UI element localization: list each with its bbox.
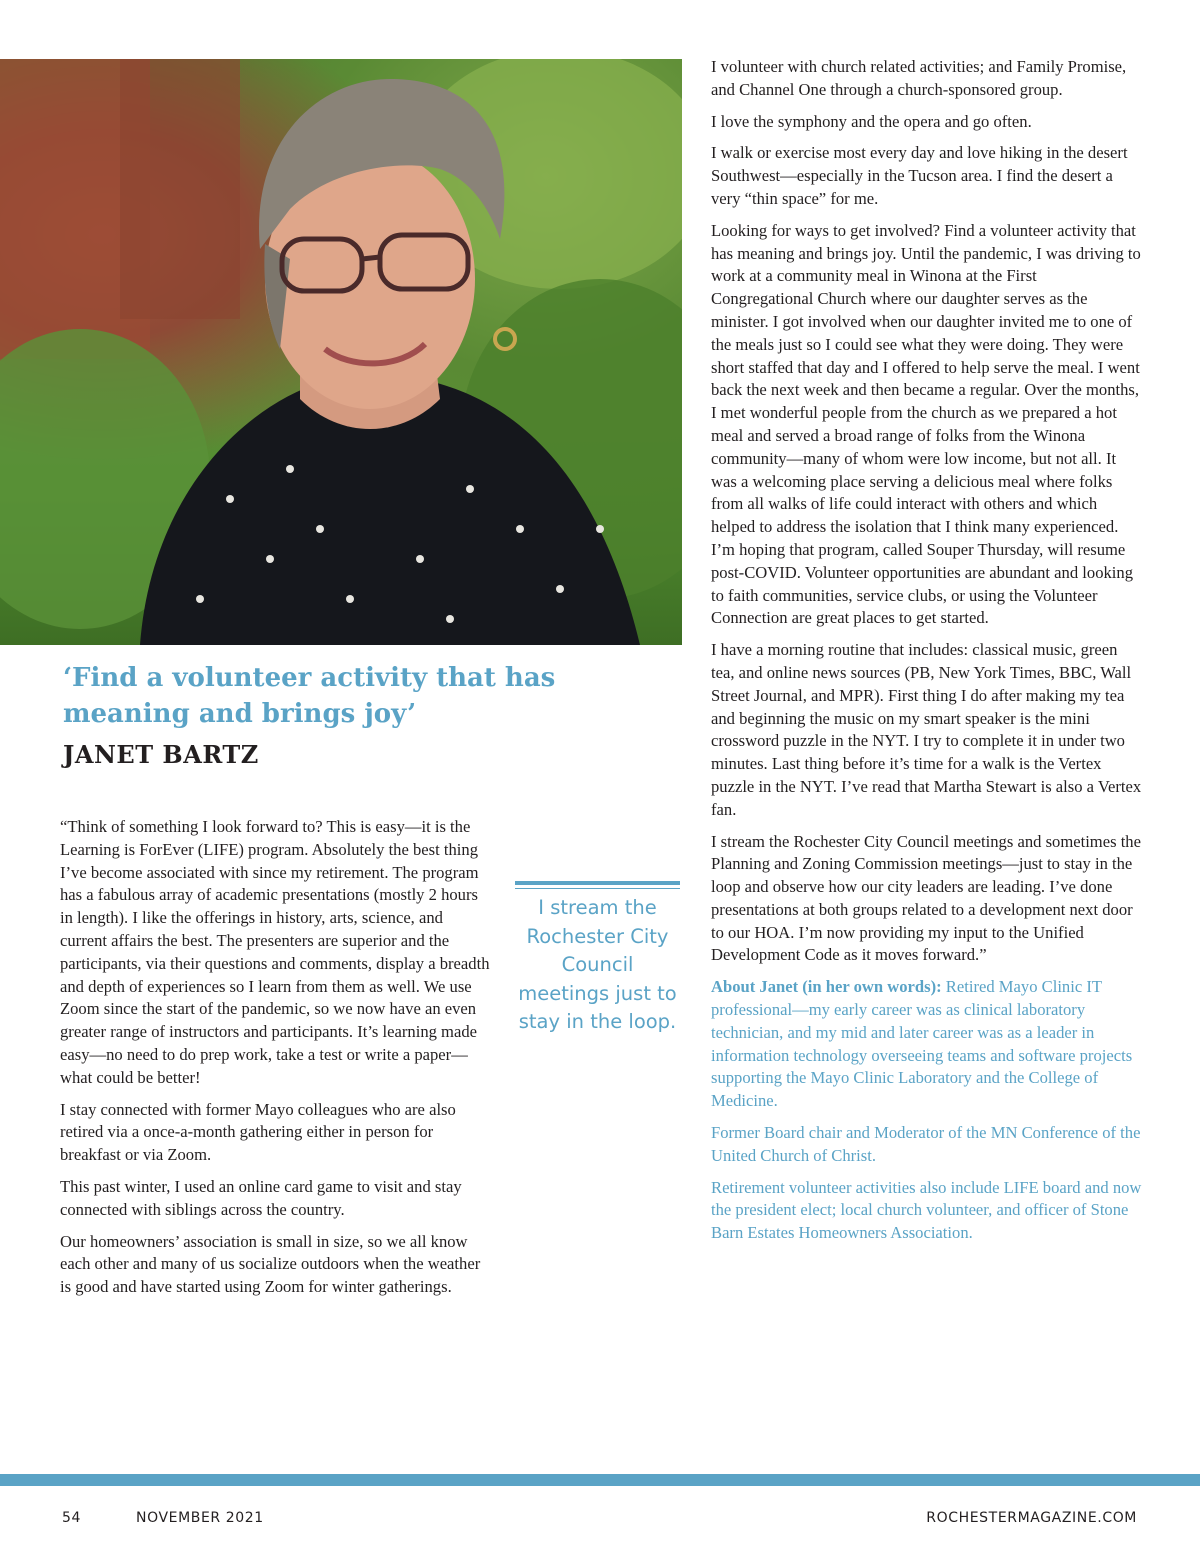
about-paragraph-3: Retirement volunteer activities also include LIFE board and now the president elect; local church volunteer, and officer of Stone Barn Estates Homeowners Association. <box>711 1177 1142 1243</box>
portrait-photo <box>0 59 682 645</box>
body-paragraph: I have a morning routine that includes: classical music, green tea, and online news sources (PB, New York Times, BBC, Wall Street Journal, and MPR). First thing I do after making my tea and beginning the music on my smart speaker is the mini crossword puzzle in the NYT. I try to complete it in under two minutes. Last thing before it’s time for a walk is the Vertex puzzle in the NYT. I’ve read that Martha Stewart is also a Vertex fan. <box>711 640 1142 819</box>
left-column <box>60 816 492 1308</box>
right-column <box>711 56 1143 1254</box>
about-intro: Retired Mayo Clinic IT professional—my early career was as clinical laboratory technician, and my mid and later career was as a leader in information technology overseeing teams and software projects supporting the Mayo Clinic Laboratory and the College of Medicine. <box>711 977 1133 1111</box>
body-paragraph: This past winter, I used an online card game to visit and stay connected with siblings across the country. <box>60 1176 462 1219</box>
footer-bar <box>0 1474 1200 1486</box>
profile-name: JANET BARTZ <box>63 740 259 769</box>
pull-quote-rule <box>515 881 680 885</box>
body-paragraph: I love the symphony and the opera and go often. <box>711 111 1032 131</box>
body-paragraph: Our homeowners’ association is small in size, so we all know each other and many of us socialize outdoors when the weather is good and have started using Zoom for winter gatherings. <box>60 1231 481 1297</box>
pull-quote-rule-thin <box>515 888 680 889</box>
body-paragraph: Looking for ways to get involved? Find a volunteer activity that has meaning and brings joy. Until the pandemic, I was driving to work at a community meal in Winona at the First Congregational Church where our daughter serves as the minister. I got involved when our daughter invited me to one of the meals just so I could see what they were doing. They were short staffed that day and I offered to help serve the meal. I went back the next week and then became a regular. Over the months, I met wonderful people from the church as we prepared a hot meal and served a broad range of folks from the Winona community—many of whom were low income, but not all. It was a welcoming place serving a delicious meal where folks from all walks of life could interact with others and which helped to address the isolation that I think many experienced. I’m hoping that program, called Souper Thursday, will resume post-COVID. Volunteer opportunities are abundant and looking to faith communities, service clubs, or using the Volunteer Connection are great places to get started. <box>711 220 1141 628</box>
article-headline: ‘Find a volunteer activity that has meaning and brings joy’ <box>63 663 556 729</box>
issue-date: NOVEMBER 2021 <box>136 1510 264 1526</box>
pull-quote: I stream the Rochester City Council meetings just to stay in the loop. <box>518 896 677 1034</box>
about-paragraph <box>711 976 1143 1113</box>
about-label: About Janet (in her own words): <box>711 977 942 997</box>
body-paragraph: I stay connected with former Mayo colleagues who are also retired via a once-a-month gathering either in person for breakfast or via Zoom. <box>60 1099 456 1165</box>
body-paragraph: “Think of something I look forward to? This is easy—it is the Learning is ForEver (LIFE) program. Absolutely the best thing I’ve become associated with since my retirement. The program has a fabulous array of academic presentations (mostly 2 hours in length). I like the offerings in history, arts, science, and current affairs the best. The presenters are superior and the participants, via their questions and comments, display a breadth and depth of experiences so I learn from them as well. We use Zoom since the start of the pandemic, so we now have an even greater range of instructors and participants. It’s learning made easy—no need to do prep work, take a test or write a paper—what could be better! <box>60 817 490 1087</box>
portrait-illustration <box>0 59 682 645</box>
about-paragraph-2: Former Board chair and Moderator of the MN Conference of the United Church of Christ. <box>711 1123 1141 1165</box>
body-paragraph: I stream the Rochester City Council meetings and sometimes the Planning and Zoning Commission meetings—just to stay in the loop and observe how our city leaders are leading. I’ve done presentations at both groups related to a development next door to our HOA. I’m now providing my input to the Unified Development Code as it moves forward.” <box>711 831 1141 965</box>
page-number: 54 <box>62 1510 82 1526</box>
website-link[interactable]: ROCHESTERMAGAZINE.COM <box>926 1510 1137 1526</box>
body-paragraph: I volunteer with church related activities; and Family Promise, and Channel One through a church-sponsored group. <box>711 57 1127 99</box>
body-paragraph: I walk or exercise most every day and love hiking in the desert Southwest—especially in the Tucson area. I find the desert a very “thin space” for me. <box>711 143 1128 208</box>
